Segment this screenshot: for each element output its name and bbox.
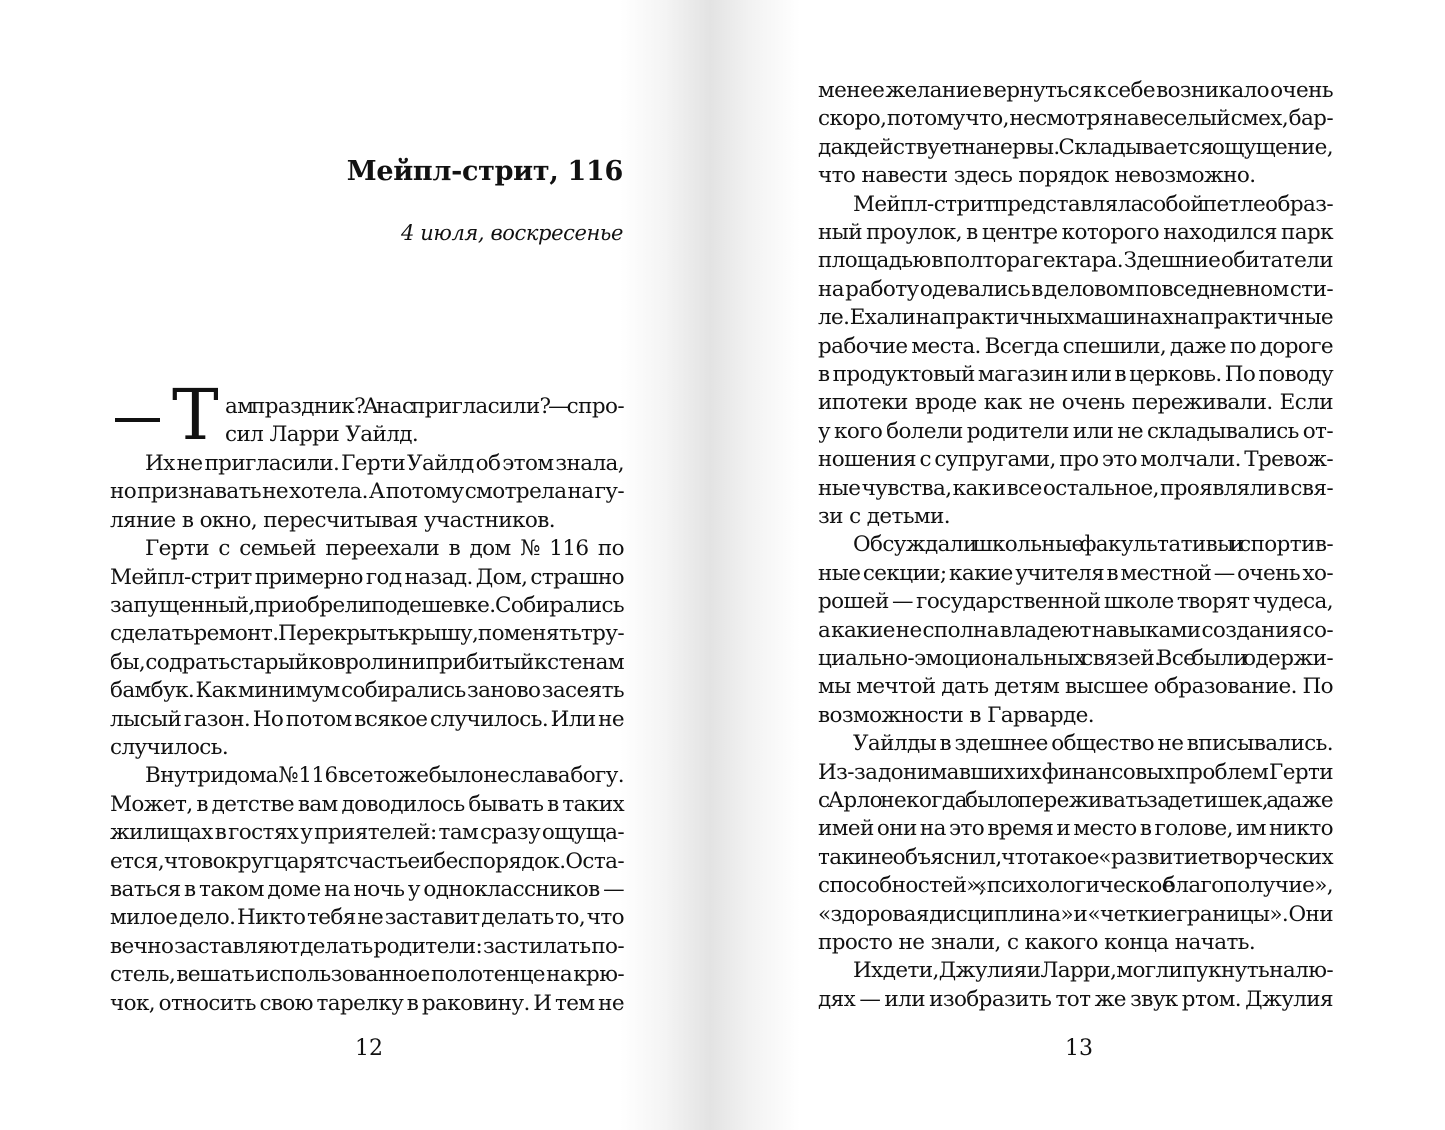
text-line: запущенный, приобрели по дешевке. Собирались: [110, 593, 624, 618]
right-page: [722, 0, 1445, 1130]
page-number-left: 12: [355, 1036, 383, 1061]
text-line: способностей», «психологическое благополучие»,: [818, 873, 1333, 899]
text-line: так и не объяснил, что такое «развитие творческих: [818, 844, 1333, 870]
text-line: ные чувства, как и все остальное, проявляли в свя-: [818, 475, 1333, 501]
text-line: рабочие места. Всегда спешили, даже по дороге: [818, 333, 1333, 359]
text-line: случилось.: [110, 735, 229, 760]
text-line: зи с детьми.: [818, 504, 951, 529]
text-line: жилищах в гостях у приятелей: там сразу ощуща-: [110, 820, 624, 846]
text-line: но признавать не хотела. А потому смотрела на гу-: [110, 479, 624, 505]
text-line: сделать ремонт. Перекрыть крышу, поменять тру-: [110, 621, 624, 647]
drop-dash: [115, 418, 160, 422]
text-line: бамбук. Как минимум собирались заново засеять: [110, 678, 624, 704]
text-line: Мейпл-стрит представляла собой петлеобраз-: [853, 191, 1333, 217]
text-line: дях — или изобразить тот же звук ртом. Джулия: [818, 986, 1333, 1012]
text-line: ные секции; какие учителя в местной — очень хо-: [818, 560, 1333, 586]
page-number-right: 13: [1065, 1036, 1093, 1061]
dropcap-line: сил Ларри Уайлд.: [225, 422, 419, 448]
left-page: [0, 0, 722, 1130]
text-line: Внутри дома № 116 все тоже было не слава богу.: [145, 763, 624, 789]
text-line: имей они на это время и место в голове, им никто: [818, 816, 1333, 842]
text-line: а какие не сполна владеют навыками создания со-: [818, 617, 1333, 643]
text-line: вечно заставляют делать родители: застилать по-: [110, 933, 624, 959]
text-line: Обсуждали школьные факультативы и спортив-: [853, 532, 1333, 558]
text-line: лысый газон. Но потом всякое случилось. Или не: [110, 706, 624, 732]
text-line: милое дело. Никто тебя не заставит делать то, что: [110, 905, 624, 931]
text-line: чок, относить свою тарелку в раковину. И тем не: [110, 990, 624, 1016]
text-line: просто не знали, с какого конца начать.: [818, 930, 1256, 955]
text-line: ется, что вокруг царят счастье и беспорядок. Оста-: [110, 848, 624, 874]
text-line: менее желание вернуться к себе возникало очень: [818, 78, 1333, 103]
text-line: на работу одевались в деловом повседневном сти-: [818, 276, 1333, 302]
text-line: дак действует на нервы. Складывается ощущение,: [818, 134, 1333, 160]
chapter-title: Мейпл-стрит, 116: [346, 156, 623, 187]
text-line: «здоровая дисциплина» и «четкие границы». Они: [818, 901, 1333, 927]
text-line: Из-за донимавших их финансовых проблем Герти: [818, 759, 1333, 785]
text-line: ле. Ехали на практичных машинах на практичные: [818, 305, 1333, 331]
text-line: с Арло некогда было переживать за детишек, а даже: [818, 788, 1333, 813]
text-line: ный проулок, в центре которого находился парк: [818, 220, 1333, 245]
text-line: Мейпл-стрит примерно год назад. Дом, страшно: [110, 564, 624, 590]
text-line: Герти с семьей переехали в дом № 116 по: [145, 536, 624, 562]
text-line: скоро, потому что, несмотря на веселый смех, бар-: [818, 106, 1333, 132]
text-line: рошей — государственной школе творят чудеса,: [818, 589, 1333, 615]
text-line: возможности в Гарварде.: [818, 702, 1095, 728]
text-line: в продуктовый магазин или в церковь. По поводу: [818, 362, 1333, 387]
text-line: ляние в окно, пересчитывая участников.: [110, 507, 555, 533]
chapter-date: 4 июля, воскресенье: [401, 221, 623, 245]
text-line: Их дети, Джулия и Ларри, могли пукнуть на лю-: [853, 958, 1333, 984]
text-line: бы, содрать старый ковролин и прибитый к стенам: [110, 649, 624, 675]
text-line: площадью в полтора гектара. Здешние обитатели: [818, 248, 1333, 274]
text-line: ипотеки вроде как не очень переживали. Если: [818, 390, 1333, 416]
text-line: мы мечтой дать детям высшее образование. По: [818, 674, 1333, 700]
text-line: Уайлды в здешнее общество не вписывались.: [853, 731, 1333, 757]
text-line: ношения с супругами, про это молчали. Тревож-: [818, 447, 1333, 473]
text-line: ваться в таком доме на ночь у одноклассников —: [110, 877, 624, 902]
text-line: циально-эмоциональных связей. Все были одержи-: [818, 646, 1333, 671]
text-line: Их не пригласили. Герти Уайлд об этом знала,: [145, 451, 624, 476]
drop-cap: Т: [172, 374, 219, 456]
text-line: у кого болели родители или не складывались от-: [818, 418, 1333, 444]
text-line: Может, в детстве вам доводилось бывать в таких: [110, 791, 624, 817]
text-line: стель, вешать использованное полотенце на крю-: [110, 962, 624, 988]
text-line: что навести здесь порядок невозможно.: [818, 163, 1256, 189]
dropcap-line: ам праздник? А нас пригласили? — спро-: [225, 394, 624, 419]
